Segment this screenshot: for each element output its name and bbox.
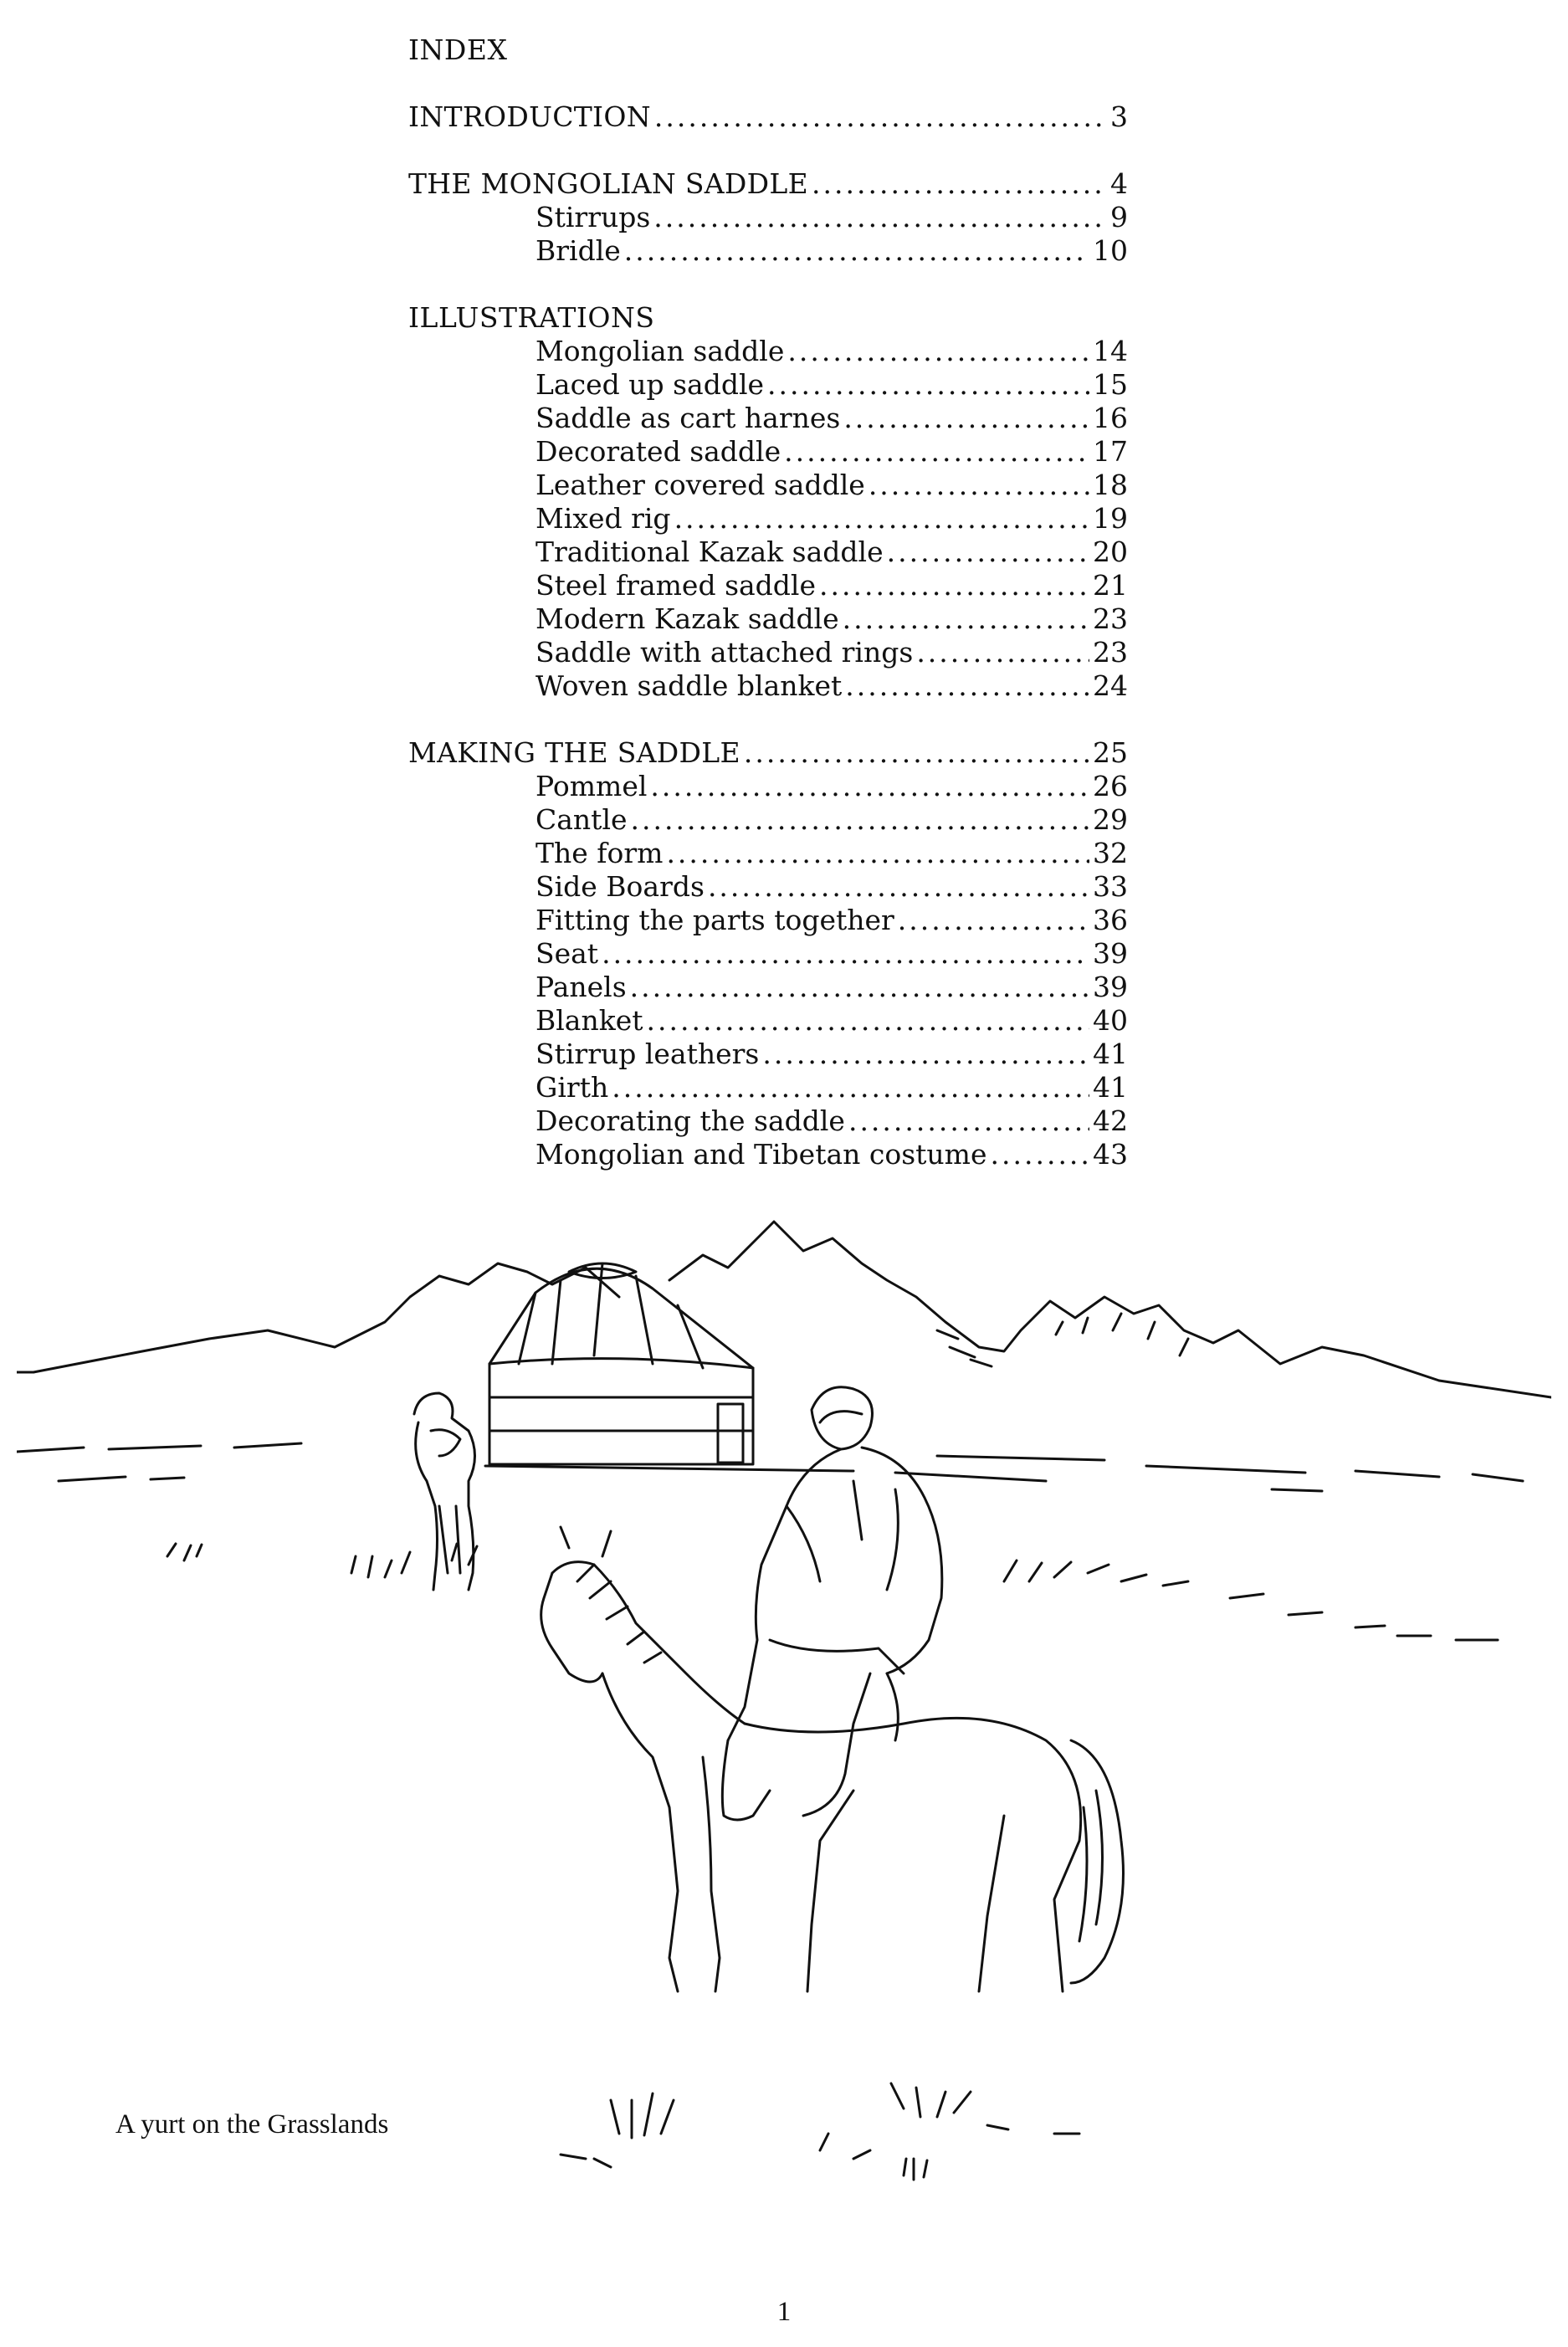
toc-section-illustrations[interactable]: ILLUSTRATIONS (408, 301, 655, 334)
leader-dots (602, 937, 1089, 971)
leader-dots (898, 904, 1089, 937)
toc-entry[interactable] (408, 234, 1128, 268)
toc-entry-label: The form (535, 837, 664, 869)
toc-entry-label: Bridle (535, 234, 621, 267)
toc-page-number: 18 (1093, 469, 1128, 501)
yurt-grassland-illustration (17, 1205, 1551, 2192)
leader-dots (916, 636, 1089, 669)
toc-entry[interactable] (408, 402, 1128, 435)
leader-dots (653, 201, 1107, 234)
toc-entry[interactable] (408, 435, 1128, 469)
toc-entry-label: Laced up saddle (535, 368, 765, 401)
toc-page-number: 21 (1093, 569, 1128, 602)
toc-page-number: 4 (1110, 167, 1128, 200)
leader-dots (647, 1004, 1089, 1038)
toc-page-number: 24 (1093, 669, 1128, 702)
table-of-contents (408, 33, 1128, 1171)
toc-page-number: 36 (1093, 904, 1128, 936)
toc-entry[interactable] (408, 870, 1128, 904)
toc-entry[interactable] (408, 971, 1128, 1004)
foreground-grass (561, 2083, 1079, 2180)
leader-dots (612, 1071, 1089, 1104)
leader-dots (674, 502, 1089, 536)
toc-page-number: 41 (1093, 1038, 1128, 1070)
toc-page-number: 33 (1093, 870, 1128, 903)
toc-page-number: 16 (1093, 402, 1128, 434)
toc-page-number: 14 (1093, 335, 1128, 367)
toc-entry[interactable] (408, 1004, 1128, 1038)
toc-entry-label: Blanket (535, 1004, 643, 1037)
toc-entry-label: Leather covered saddle (535, 469, 865, 501)
toc-entry[interactable] (408, 1071, 1128, 1104)
standing-figure (414, 1393, 475, 1590)
toc-entry[interactable] (408, 1138, 1128, 1171)
leader-dots (708, 870, 1089, 904)
toc-page-number: 15 (1093, 368, 1128, 401)
toc-entry[interactable] (408, 368, 1128, 402)
leader-dots (631, 803, 1089, 837)
toc-entry-label: Saddle with attached rings (535, 636, 914, 669)
toc-entry[interactable] (408, 335, 1128, 368)
leader-dots (843, 402, 1089, 435)
toc-entry-label: Stirrup leathers (535, 1038, 760, 1070)
toc-section-title: INTRODUCTION (408, 100, 651, 133)
toc-entry-label: Fitting the parts together (535, 904, 894, 936)
leader-dots (848, 1104, 1089, 1138)
toc-page-number: 20 (1093, 536, 1128, 568)
leader-dots (812, 167, 1107, 201)
toc-entry[interactable] (408, 904, 1128, 937)
toc-page-number: 41 (1093, 1071, 1128, 1104)
toc-entry-label: Mongolian and Tibetan costume (535, 1138, 987, 1171)
toc-entry-label: Seat (535, 937, 599, 970)
toc-entry-label: Woven saddle blanket (535, 669, 843, 702)
toc-entry[interactable] (408, 569, 1128, 602)
leader-dots (819, 569, 1089, 602)
toc-page-number: 26 (1093, 770, 1128, 802)
toc-entry-label: Stirrups (535, 201, 651, 233)
leader-dots (744, 736, 1089, 770)
toc-page-number: 23 (1093, 636, 1128, 669)
toc-page-number: 19 (1093, 502, 1128, 535)
toc-section-title: MAKING THE SADDLE (408, 736, 740, 769)
toc-section-title: THE MONGOLIAN SADDLE (408, 167, 809, 200)
leader-dots (787, 335, 1089, 368)
toc-entry[interactable] (408, 837, 1128, 870)
toc-entry-label: Panels (535, 971, 627, 1003)
toc-entry[interactable] (408, 803, 1128, 837)
toc-page-number: 39 (1093, 971, 1128, 1003)
toc-page-number: 17 (1093, 435, 1128, 468)
leader-dots (887, 536, 1089, 569)
leader-dots (666, 837, 1089, 870)
toc-page-number: 40 (1093, 1004, 1128, 1037)
leader-dots (650, 770, 1089, 803)
page-number: 1 (776, 2297, 792, 2327)
toc-page-number: 10 (1093, 234, 1128, 267)
toc-entry[interactable] (408, 1038, 1128, 1071)
toc-entry[interactable] (408, 469, 1128, 502)
toc-entry-label: Modern Kazak saddle (535, 602, 839, 635)
leader-dots (784, 435, 1089, 469)
toc-entry-label: Decorated saddle (535, 435, 781, 468)
leader-dots (762, 1038, 1089, 1071)
toc-entry[interactable] (408, 502, 1128, 536)
toc-section-mongolian-saddle[interactable] (408, 167, 1128, 201)
leader-dots (630, 971, 1089, 1004)
toc-entry-label: Steel framed saddle (535, 569, 817, 602)
toc-entry-label: Saddle as cart harnes (535, 402, 841, 434)
leader-dots (767, 368, 1089, 402)
toc-entry[interactable] (408, 636, 1128, 669)
ground-lines (17, 1443, 1523, 1640)
illustration-caption: A yurt on the Grasslands (115, 2109, 389, 2139)
toc-entry-label: Side Boards (535, 870, 705, 903)
toc-entry-label: Pommel (535, 770, 648, 802)
toc-section-introduction[interactable] (408, 100, 1128, 134)
toc-entry[interactable] (408, 602, 1128, 636)
toc-page-number: 39 (1093, 937, 1128, 970)
toc-entry[interactable] (408, 770, 1128, 803)
mountain-range (17, 1222, 1551, 1397)
yurt (489, 1263, 753, 1464)
leader-dots (843, 602, 1089, 636)
toc-entry[interactable] (408, 669, 1128, 703)
toc-entry-label: Cantle (535, 803, 628, 836)
toc-entry[interactable] (408, 536, 1128, 569)
toc-entry-label: Mongolian saddle (535, 335, 785, 367)
leader-dots (869, 469, 1089, 502)
toc-page-number: 42 (1093, 1104, 1128, 1137)
toc-entry[interactable] (408, 201, 1128, 234)
toc-entry-label: Girth (535, 1071, 609, 1104)
toc-section-making-the-saddle[interactable] (408, 736, 1128, 770)
toc-page-number: 29 (1093, 803, 1128, 836)
toc-page-number: 3 (1110, 100, 1128, 133)
toc-entry[interactable] (408, 937, 1128, 971)
toc-entry-label: Mixed rig (535, 502, 671, 535)
toc-page-number: 23 (1093, 602, 1128, 635)
toc-page-number: 25 (1093, 736, 1128, 769)
leader-dots (991, 1138, 1090, 1171)
leader-dots (845, 669, 1089, 703)
leader-dots (624, 234, 1089, 268)
toc-page-number: 32 (1093, 837, 1128, 869)
leader-dots (654, 100, 1107, 134)
toc-page-number: 43 (1093, 1138, 1128, 1171)
toc-entry[interactable] (408, 1104, 1128, 1138)
index-title: INDEX (408, 33, 508, 66)
toc-entry-label: Decorating the saddle (535, 1104, 845, 1137)
horse-and-rider (541, 1387, 1124, 1991)
toc-entry-label: Traditional Kazak saddle (535, 536, 884, 568)
toc-page-number: 9 (1110, 201, 1128, 233)
